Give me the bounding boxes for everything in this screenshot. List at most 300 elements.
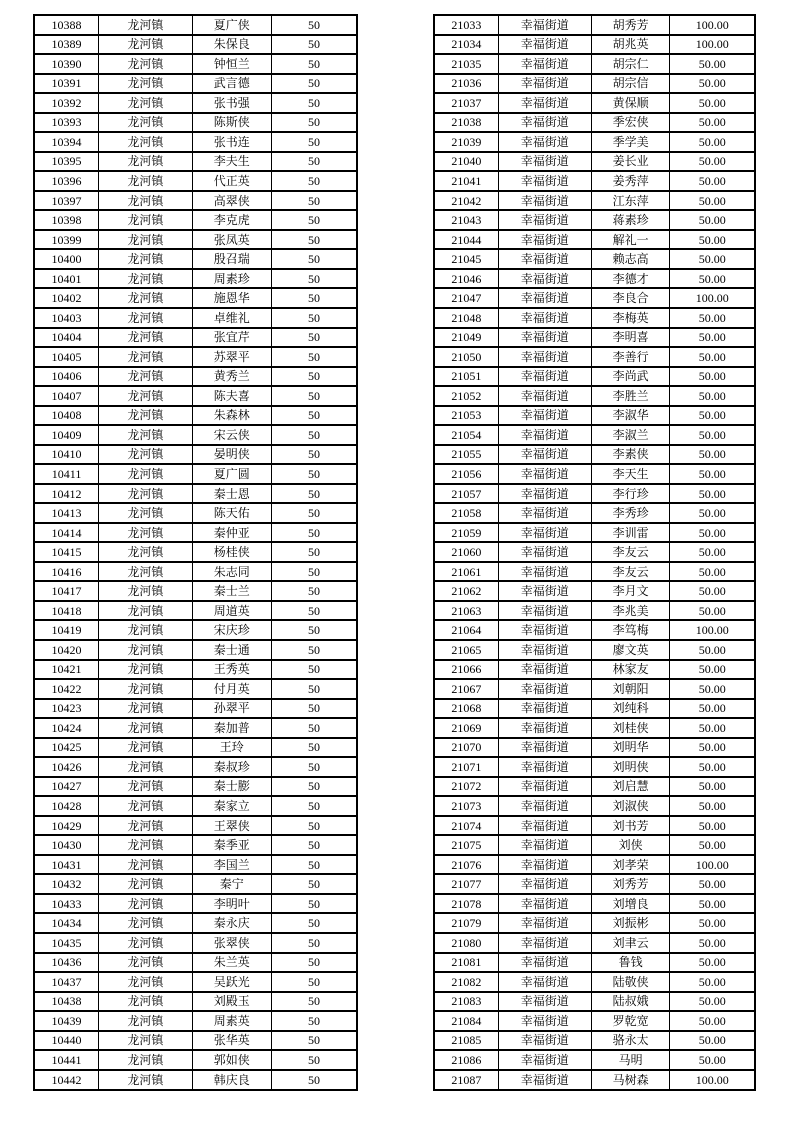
table-row bbox=[34, 74, 357, 94]
cell-amount: 50 bbox=[271, 386, 357, 406]
cell-name: 李淑兰 bbox=[591, 425, 670, 445]
table-row bbox=[434, 1011, 755, 1031]
cell-amount: 50.00 bbox=[670, 718, 755, 738]
cell-name: 刘振彬 bbox=[591, 913, 670, 933]
cell-amount: 50.00 bbox=[670, 953, 755, 973]
cell-district: 幸福街道 bbox=[498, 54, 591, 74]
cell-id: 10399 bbox=[34, 230, 99, 250]
cell-amount: 50 bbox=[271, 35, 357, 55]
cell-id: 10420 bbox=[34, 640, 99, 660]
cell-id: 21044 bbox=[434, 230, 498, 250]
cell-id: 21069 bbox=[434, 718, 498, 738]
table-row bbox=[34, 992, 357, 1012]
cell-amount: 50 bbox=[271, 913, 357, 933]
cell-amount: 50 bbox=[271, 1070, 357, 1090]
cell-amount: 50 bbox=[271, 93, 357, 113]
cell-district: 龙河镇 bbox=[99, 816, 193, 836]
table-row bbox=[34, 757, 357, 777]
cell-name: 李笃梅 bbox=[591, 620, 670, 640]
cell-amount: 50 bbox=[271, 679, 357, 699]
cell-amount: 50 bbox=[271, 738, 357, 758]
cell-id: 21034 bbox=[434, 35, 498, 55]
cell-id: 10432 bbox=[34, 874, 99, 894]
cell-id: 10409 bbox=[34, 425, 99, 445]
cell-amount: 50 bbox=[271, 152, 357, 172]
cell-name: 姜秀萍 bbox=[591, 171, 670, 191]
cell-district: 龙河镇 bbox=[99, 738, 193, 758]
cell-id: 21037 bbox=[434, 93, 498, 113]
cell-id: 21075 bbox=[434, 835, 498, 855]
cell-id: 10404 bbox=[34, 328, 99, 348]
cell-name: 林家友 bbox=[591, 660, 670, 680]
cell-district: 龙河镇 bbox=[99, 347, 193, 367]
table-row bbox=[434, 288, 755, 308]
cell-name: 刘明华 bbox=[591, 738, 670, 758]
subsidy-table-right bbox=[433, 14, 756, 1091]
cell-district: 幸福街道 bbox=[498, 913, 591, 933]
cell-amount: 50.00 bbox=[670, 347, 755, 367]
table-row bbox=[34, 620, 357, 640]
table-row bbox=[34, 132, 357, 152]
table-row bbox=[434, 660, 755, 680]
cell-id: 10403 bbox=[34, 308, 99, 328]
table-row bbox=[434, 249, 755, 269]
cell-district: 幸福街道 bbox=[498, 503, 591, 523]
cell-amount: 50.00 bbox=[670, 1011, 755, 1031]
cell-district: 幸福街道 bbox=[498, 1031, 591, 1051]
cell-id: 10397 bbox=[34, 191, 99, 211]
cell-amount: 50 bbox=[271, 484, 357, 504]
cell-name: 陈天佑 bbox=[192, 503, 271, 523]
cell-id: 21084 bbox=[434, 1011, 498, 1031]
cell-name: 付月英 bbox=[192, 679, 271, 699]
cell-amount: 100.00 bbox=[670, 35, 755, 55]
cell-id: 10440 bbox=[34, 1031, 99, 1051]
cell-amount: 50.00 bbox=[670, 367, 755, 387]
cell-id: 10436 bbox=[34, 953, 99, 973]
cell-id: 10395 bbox=[34, 152, 99, 172]
table-row bbox=[434, 796, 755, 816]
cell-amount: 50 bbox=[271, 1031, 357, 1051]
cell-name: 李素侠 bbox=[591, 445, 670, 465]
cell-name: 陆叔娥 bbox=[591, 992, 670, 1012]
cell-amount: 50.00 bbox=[670, 1031, 755, 1051]
table-row bbox=[434, 152, 755, 172]
table-row bbox=[434, 933, 755, 953]
cell-district: 幸福街道 bbox=[498, 816, 591, 836]
cell-district: 龙河镇 bbox=[99, 171, 193, 191]
table-row bbox=[34, 386, 357, 406]
cell-amount: 50.00 bbox=[670, 992, 755, 1012]
cell-district: 龙河镇 bbox=[99, 503, 193, 523]
cell-district: 幸福街道 bbox=[498, 445, 591, 465]
cell-district: 幸福街道 bbox=[498, 542, 591, 562]
cell-id: 10421 bbox=[34, 660, 99, 680]
cell-district: 龙河镇 bbox=[99, 308, 193, 328]
cell-id: 21045 bbox=[434, 249, 498, 269]
cell-district: 幸福街道 bbox=[498, 171, 591, 191]
table-row bbox=[434, 523, 755, 543]
table-row bbox=[434, 601, 755, 621]
cell-amount: 50.00 bbox=[670, 328, 755, 348]
cell-district: 幸福街道 bbox=[498, 191, 591, 211]
cell-id: 10431 bbox=[34, 855, 99, 875]
cell-amount: 100.00 bbox=[670, 15, 755, 35]
cell-amount: 50.00 bbox=[670, 230, 755, 250]
cell-district: 龙河镇 bbox=[99, 191, 193, 211]
cell-id: 21043 bbox=[434, 210, 498, 230]
cell-amount: 50 bbox=[271, 855, 357, 875]
table-row bbox=[434, 93, 755, 113]
cell-name: 苏翠平 bbox=[192, 347, 271, 367]
cell-name: 李天生 bbox=[591, 464, 670, 484]
cell-district: 幸福街道 bbox=[498, 562, 591, 582]
cell-amount: 50.00 bbox=[670, 191, 755, 211]
table-row bbox=[434, 210, 755, 230]
cell-id: 21085 bbox=[434, 1031, 498, 1051]
cell-name: 张凤英 bbox=[192, 230, 271, 250]
cell-district: 龙河镇 bbox=[99, 620, 193, 640]
cell-id: 10396 bbox=[34, 171, 99, 191]
cell-name: 周道英 bbox=[192, 601, 271, 621]
cell-amount: 50.00 bbox=[670, 74, 755, 94]
cell-amount: 50 bbox=[271, 464, 357, 484]
cell-id: 21079 bbox=[434, 913, 498, 933]
cell-name: 李月文 bbox=[591, 581, 670, 601]
cell-amount: 50.00 bbox=[670, 386, 755, 406]
cell-name: 宋庆珍 bbox=[192, 620, 271, 640]
cell-id: 21087 bbox=[434, 1070, 498, 1090]
cell-name: 张华英 bbox=[192, 1031, 271, 1051]
cell-id: 21070 bbox=[434, 738, 498, 758]
cell-id: 21078 bbox=[434, 894, 498, 914]
cell-amount: 50 bbox=[271, 933, 357, 953]
cell-amount: 50 bbox=[271, 503, 357, 523]
cell-name: 鲁钱 bbox=[591, 953, 670, 973]
cell-amount: 50 bbox=[271, 660, 357, 680]
cell-id: 10417 bbox=[34, 581, 99, 601]
table-row bbox=[34, 581, 357, 601]
cell-district: 龙河镇 bbox=[99, 367, 193, 387]
cell-amount: 50.00 bbox=[670, 1050, 755, 1070]
cell-district: 幸福街道 bbox=[498, 249, 591, 269]
cell-name: 李秀珍 bbox=[591, 503, 670, 523]
cell-district: 龙河镇 bbox=[99, 542, 193, 562]
table-row bbox=[34, 699, 357, 719]
cell-name: 骆永太 bbox=[591, 1031, 670, 1051]
cell-name: 姜长业 bbox=[591, 152, 670, 172]
cell-district: 龙河镇 bbox=[99, 230, 193, 250]
table-row bbox=[34, 1050, 357, 1070]
cell-name: 宋云侠 bbox=[192, 425, 271, 445]
table-row bbox=[434, 1070, 755, 1090]
table-row bbox=[34, 406, 357, 426]
cell-name: 刘秀芳 bbox=[591, 874, 670, 894]
table-row bbox=[34, 367, 357, 387]
cell-id: 10393 bbox=[34, 113, 99, 133]
table-row bbox=[34, 152, 357, 172]
cell-district: 幸福街道 bbox=[498, 738, 591, 758]
table-row bbox=[434, 913, 755, 933]
cell-name: 刘桂侠 bbox=[591, 718, 670, 738]
cell-district: 幸福街道 bbox=[498, 1070, 591, 1090]
cell-amount: 100.00 bbox=[670, 855, 755, 875]
cell-district: 幸福街道 bbox=[498, 835, 591, 855]
cell-amount: 50 bbox=[271, 640, 357, 660]
cell-district: 龙河镇 bbox=[99, 1050, 193, 1070]
cell-id: 21067 bbox=[434, 679, 498, 699]
cell-district: 龙河镇 bbox=[99, 601, 193, 621]
cell-name: 李德才 bbox=[591, 269, 670, 289]
cell-district: 幸福街道 bbox=[498, 406, 591, 426]
cell-district: 龙河镇 bbox=[99, 894, 193, 914]
cell-district: 幸福街道 bbox=[498, 132, 591, 152]
cell-id: 21081 bbox=[434, 953, 498, 973]
cell-id: 10405 bbox=[34, 347, 99, 367]
cell-amount: 50 bbox=[271, 953, 357, 973]
cell-id: 10441 bbox=[34, 1050, 99, 1070]
cell-district: 幸福街道 bbox=[498, 972, 591, 992]
cell-district: 龙河镇 bbox=[99, 74, 193, 94]
table-row bbox=[434, 640, 755, 660]
cell-amount: 50 bbox=[271, 562, 357, 582]
cell-id: 10427 bbox=[34, 777, 99, 797]
cell-name: 夏广圆 bbox=[192, 464, 271, 484]
cell-name: 刘殿玉 bbox=[192, 992, 271, 1012]
cell-amount: 50 bbox=[271, 816, 357, 836]
cell-amount: 50.00 bbox=[670, 308, 755, 328]
cell-district: 幸福街道 bbox=[498, 484, 591, 504]
table-row bbox=[34, 816, 357, 836]
cell-id: 10412 bbox=[34, 484, 99, 504]
cell-name: 朱森林 bbox=[192, 406, 271, 426]
table-row bbox=[434, 132, 755, 152]
cell-id: 21061 bbox=[434, 562, 498, 582]
cell-id: 10418 bbox=[34, 601, 99, 621]
cell-id: 21055 bbox=[434, 445, 498, 465]
table-row bbox=[434, 74, 755, 94]
cell-name: 马树森 bbox=[591, 1070, 670, 1090]
cell-id: 21047 bbox=[434, 288, 498, 308]
cell-district: 龙河镇 bbox=[99, 699, 193, 719]
cell-name: 郭如侠 bbox=[192, 1050, 271, 1070]
cell-name: 胡秀芳 bbox=[591, 15, 670, 35]
cell-amount: 50 bbox=[271, 191, 357, 211]
cell-name: 刘增良 bbox=[591, 894, 670, 914]
table-row bbox=[434, 874, 755, 894]
cell-district: 幸福街道 bbox=[498, 1011, 591, 1031]
table-row bbox=[434, 191, 755, 211]
cell-amount: 50.00 bbox=[670, 269, 755, 289]
table-row bbox=[434, 445, 755, 465]
table-row bbox=[434, 1031, 755, 1051]
cell-id: 21046 bbox=[434, 269, 498, 289]
cell-district: 龙河镇 bbox=[99, 1011, 193, 1031]
table-row bbox=[34, 503, 357, 523]
cell-amount: 50 bbox=[271, 601, 357, 621]
cell-district: 幸福街道 bbox=[498, 992, 591, 1012]
table-row bbox=[34, 738, 357, 758]
cell-name: 晏明侠 bbox=[192, 445, 271, 465]
cell-id: 10415 bbox=[34, 542, 99, 562]
cell-id: 10422 bbox=[34, 679, 99, 699]
table-row bbox=[434, 15, 755, 35]
cell-district: 幸福街道 bbox=[498, 386, 591, 406]
cell-name: 刘侠 bbox=[591, 835, 670, 855]
cell-district: 龙河镇 bbox=[99, 328, 193, 348]
cell-district: 龙河镇 bbox=[99, 269, 193, 289]
cell-id: 10392 bbox=[34, 93, 99, 113]
cell-name: 周素英 bbox=[192, 1011, 271, 1031]
table-row bbox=[34, 835, 357, 855]
table-row bbox=[34, 718, 357, 738]
cell-amount: 50 bbox=[271, 113, 357, 133]
cell-id: 21068 bbox=[434, 699, 498, 719]
table-row bbox=[34, 894, 357, 914]
cell-district: 龙河镇 bbox=[99, 992, 193, 1012]
cell-name: 殷召瑞 bbox=[192, 249, 271, 269]
cell-id: 10435 bbox=[34, 933, 99, 953]
cell-name: 李明喜 bbox=[591, 328, 670, 348]
table-row bbox=[434, 718, 755, 738]
table-row bbox=[34, 328, 357, 348]
cell-district: 龙河镇 bbox=[99, 933, 193, 953]
cell-id: 21063 bbox=[434, 601, 498, 621]
table-row bbox=[34, 445, 357, 465]
cell-district: 幸福街道 bbox=[498, 640, 591, 660]
cell-district: 幸福街道 bbox=[498, 464, 591, 484]
table-row bbox=[34, 191, 357, 211]
cell-district: 幸福街道 bbox=[498, 699, 591, 719]
cell-name: 季学美 bbox=[591, 132, 670, 152]
cell-district: 幸福街道 bbox=[498, 210, 591, 230]
cell-district: 龙河镇 bbox=[99, 796, 193, 816]
cell-district: 幸福街道 bbox=[498, 328, 591, 348]
cell-id: 21071 bbox=[434, 757, 498, 777]
cell-name: 代正英 bbox=[192, 171, 271, 191]
table-row bbox=[34, 855, 357, 875]
cell-id: 21065 bbox=[434, 640, 498, 660]
cell-amount: 50 bbox=[271, 581, 357, 601]
cell-district: 幸福街道 bbox=[498, 796, 591, 816]
cell-id: 21072 bbox=[434, 777, 498, 797]
cell-amount: 50.00 bbox=[670, 913, 755, 933]
cell-district: 幸福街道 bbox=[498, 269, 591, 289]
cell-id: 10398 bbox=[34, 210, 99, 230]
cell-name: 刘纯科 bbox=[591, 699, 670, 719]
cell-district: 龙河镇 bbox=[99, 113, 193, 133]
table-row bbox=[34, 562, 357, 582]
cell-id: 10408 bbox=[34, 406, 99, 426]
cell-name: 陈夫喜 bbox=[192, 386, 271, 406]
cell-amount: 50.00 bbox=[670, 699, 755, 719]
cell-id: 21073 bbox=[434, 796, 498, 816]
table-row bbox=[434, 425, 755, 445]
cell-district: 龙河镇 bbox=[99, 1031, 193, 1051]
cell-name: 李胜兰 bbox=[591, 386, 670, 406]
table-row bbox=[434, 679, 755, 699]
table-row bbox=[34, 640, 357, 660]
cell-name: 吴跃光 bbox=[192, 972, 271, 992]
cell-amount: 50 bbox=[271, 757, 357, 777]
cell-id: 10424 bbox=[34, 718, 99, 738]
cell-district: 龙河镇 bbox=[99, 1070, 193, 1090]
cell-id: 21050 bbox=[434, 347, 498, 367]
cell-id: 21049 bbox=[434, 328, 498, 348]
cell-id: 10429 bbox=[34, 816, 99, 836]
cell-amount: 50.00 bbox=[670, 425, 755, 445]
subsidy-table-right-body bbox=[434, 15, 755, 1090]
cell-name: 胡兆英 bbox=[591, 35, 670, 55]
cell-name: 李夫生 bbox=[192, 152, 271, 172]
table-row bbox=[34, 54, 357, 74]
cell-district: 龙河镇 bbox=[99, 425, 193, 445]
cell-district: 龙河镇 bbox=[99, 210, 193, 230]
cell-amount: 50 bbox=[271, 542, 357, 562]
cell-name: 秦宁 bbox=[192, 874, 271, 894]
table-row bbox=[434, 835, 755, 855]
cell-district: 幸福街道 bbox=[498, 1050, 591, 1070]
cell-name: 孙翠平 bbox=[192, 699, 271, 719]
cell-id: 10439 bbox=[34, 1011, 99, 1031]
cell-amount: 50.00 bbox=[670, 972, 755, 992]
cell-district: 龙河镇 bbox=[99, 581, 193, 601]
cell-district: 幸福街道 bbox=[498, 757, 591, 777]
cell-district: 幸福街道 bbox=[498, 894, 591, 914]
cell-name: 杨桂侠 bbox=[192, 542, 271, 562]
cell-amount: 50.00 bbox=[670, 894, 755, 914]
cell-id: 21040 bbox=[434, 152, 498, 172]
cell-district: 龙河镇 bbox=[99, 132, 193, 152]
cell-amount: 50 bbox=[271, 699, 357, 719]
table-row bbox=[34, 679, 357, 699]
cell-id: 21041 bbox=[434, 171, 498, 191]
cell-id: 10434 bbox=[34, 913, 99, 933]
cell-amount: 50.00 bbox=[670, 210, 755, 230]
cell-id: 21053 bbox=[434, 406, 498, 426]
cell-id: 10391 bbox=[34, 74, 99, 94]
table-row bbox=[434, 367, 755, 387]
cell-amount: 100.00 bbox=[670, 1070, 755, 1090]
cell-district: 龙河镇 bbox=[99, 249, 193, 269]
cell-amount: 50.00 bbox=[670, 796, 755, 816]
cell-name: 蒋素珍 bbox=[591, 210, 670, 230]
cell-name: 赖志高 bbox=[591, 249, 670, 269]
table-row bbox=[34, 523, 357, 543]
table-row bbox=[434, 777, 755, 797]
cell-id: 21057 bbox=[434, 484, 498, 504]
cell-name: 王玲 bbox=[192, 738, 271, 758]
table-row bbox=[34, 874, 357, 894]
cell-id: 10428 bbox=[34, 796, 99, 816]
cell-id: 10390 bbox=[34, 54, 99, 74]
cell-name: 刘聿云 bbox=[591, 933, 670, 953]
cell-name: 罗乾宽 bbox=[591, 1011, 670, 1031]
cell-id: 21059 bbox=[434, 523, 498, 543]
cell-amount: 50 bbox=[271, 1050, 357, 1070]
cell-id: 21062 bbox=[434, 581, 498, 601]
cell-id: 21074 bbox=[434, 816, 498, 836]
table-row bbox=[34, 601, 357, 621]
cell-district: 龙河镇 bbox=[99, 660, 193, 680]
cell-district: 幸福街道 bbox=[498, 15, 591, 35]
table-row bbox=[34, 933, 357, 953]
cell-id: 21080 bbox=[434, 933, 498, 953]
cell-amount: 50 bbox=[271, 718, 357, 738]
cell-id: 10400 bbox=[34, 249, 99, 269]
table-row bbox=[34, 347, 357, 367]
cell-name: 刘淑侠 bbox=[591, 796, 670, 816]
